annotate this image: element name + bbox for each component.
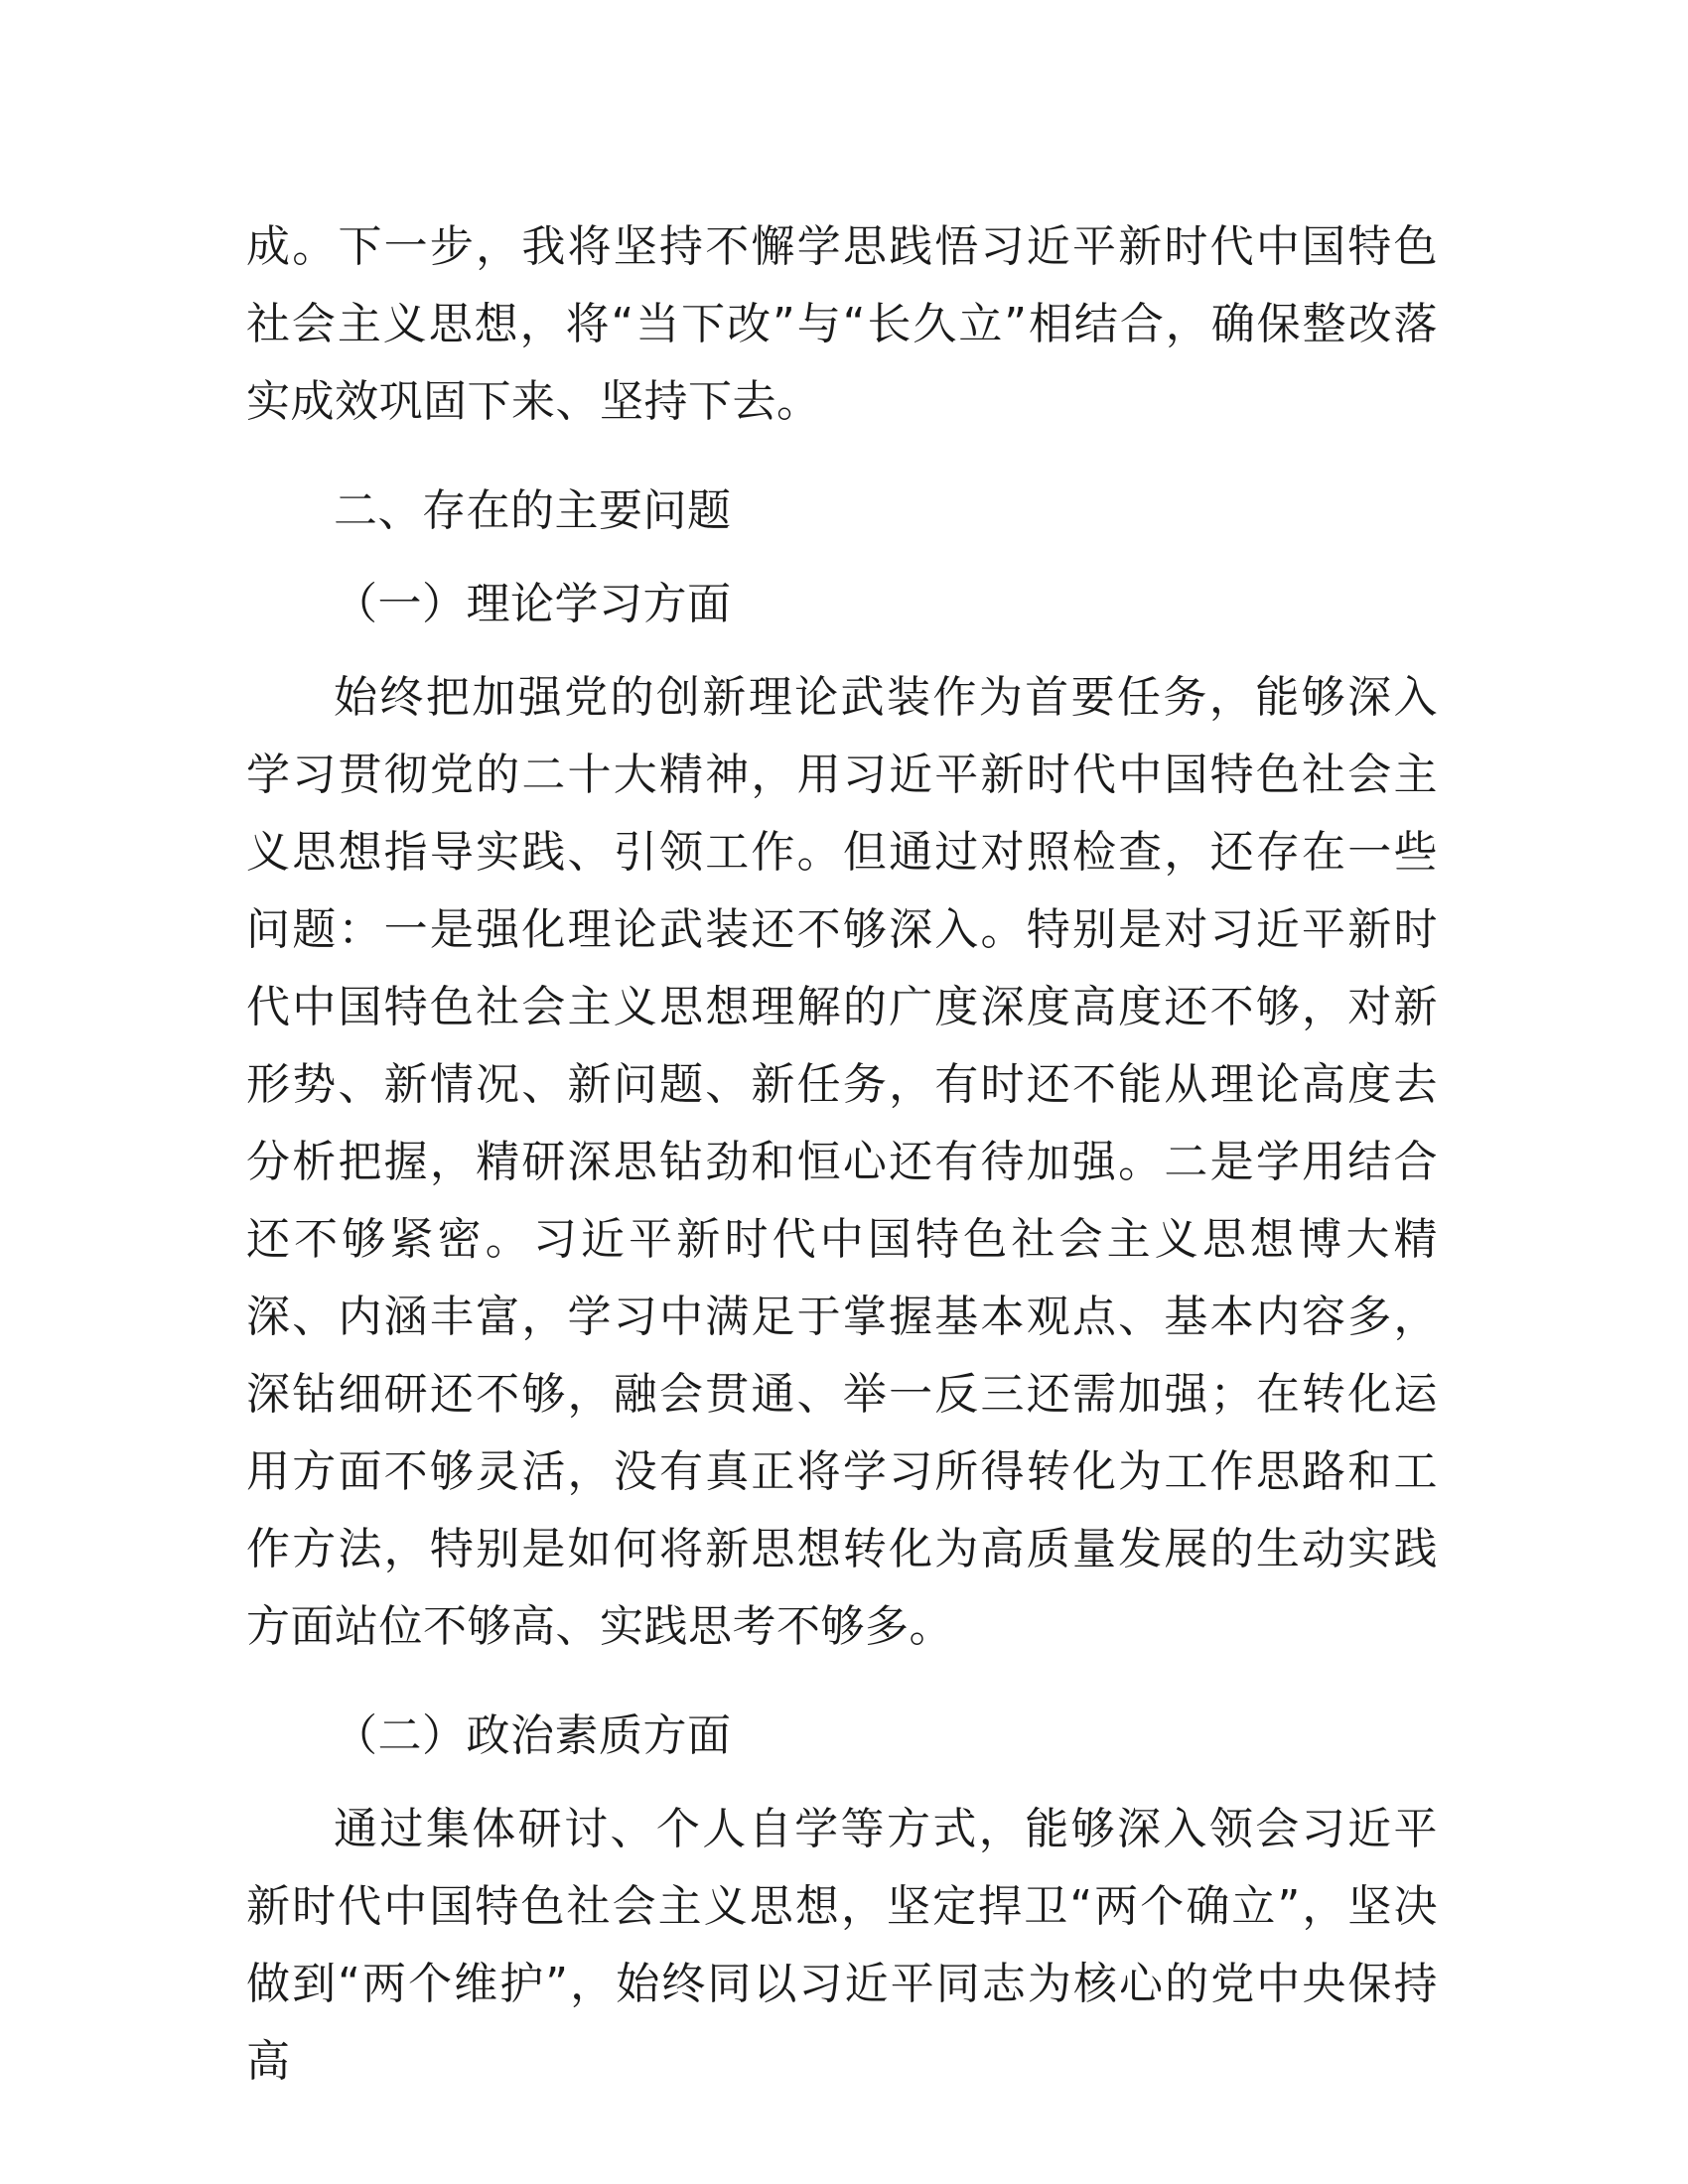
subheading-political-quality: （二）政治素质方面	[334, 1710, 732, 1761]
section-heading-problems: 二、存在的主要问题	[334, 485, 732, 536]
subheading-theory-study: （一）理论学习方面	[334, 579, 732, 629]
paragraph-theory-study: 始终把加强党的创新理论武装作为首要任务，能够深入学习贯彻党的二十大精神，用习近平新时代中国特色社会主义思想指导实践、引领工作。但通过对照检查，还存在一些问题：一是强化理论武装还不够深入。特别是对习近平新时代中国特色社会主义思想理解的广度深度高度还不够，对新形势、新情况、新问题、新任务，有时还不能从理论高度去分析把握，精研深思钻劲和恒心还有待加强。二是学用结合还不够紧密。习近平新时代中国特色社会主义思想博大精深、内涵丰富，学习中满足于掌握基本观点、基本内容多，深钻细研还不够，融会贯通、举一反三还需加强；在转化运用方面不够灵活，没有真正将学习所得转化为工作思路和工作方法，特别是如何将新思想转化为高质量发展的生动实践方面站位不够高、实践思考不够多。	[246, 672, 1438, 1652]
paragraph-political-quality: 通过集体研讨、个人自学等方式，能够深入领会习近平新时代中国特色社会主义思想，坚定捍卫“两个确立”，坚决做到“两个维护”，始终同以习近平同志为核心的党中央保持高	[246, 1804, 1438, 2087]
document-body	[246, 208, 1438, 2101]
paragraph-spacer	[246, 1666, 1438, 1682]
paragraph-spacer	[246, 441, 1438, 457]
paragraph-continuation: 成。下一步，我将坚持不懈学思践悟习近平新时代中国特色社会主义思想，将“当下改”与“长久立”相结合，确保整改落实成效巩固下来、坚持下去。	[246, 221, 1438, 427]
